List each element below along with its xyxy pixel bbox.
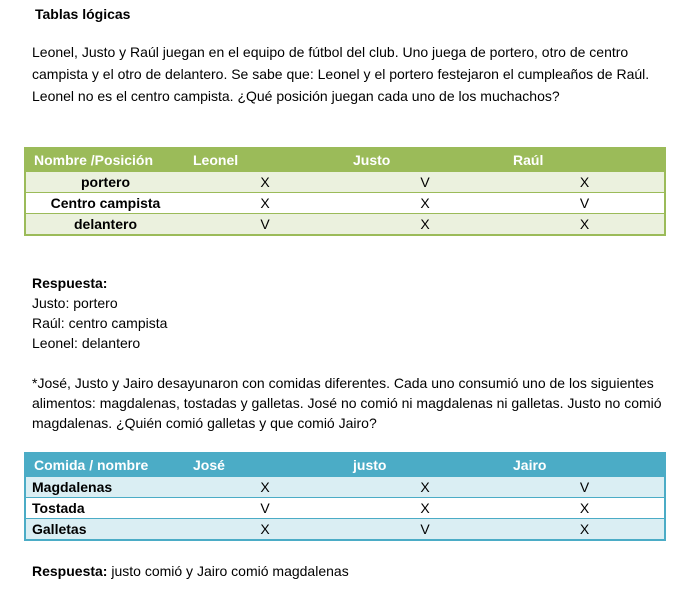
answer-line: Leonel: delantero — [32, 335, 141, 351]
table-cell: X — [185, 477, 345, 498]
answer-2 — [32, 561, 349, 581]
table-cell: X — [505, 519, 665, 541]
table-cell: V — [185, 498, 345, 519]
problem-1-text: Leonel, Justo y Raúl juegan en el equipo de fútbol del club. Uno juega de portero, otro de centro campista y el otro de delantero. Se sabe que: Leonel y el portero festejaron el cumpleaños de Raúl. Leonel no es el centro campista. ¿Qué posición juegan cada uno de los muchachos? — [32, 44, 650, 104]
table-cell: X — [505, 498, 665, 519]
table-cell: X — [505, 172, 665, 193]
row-label: Galletas — [25, 519, 185, 541]
table-cell: X — [345, 498, 505, 519]
header-cell: Justo — [345, 148, 505, 172]
problem-2-text: *José, Justo y Jairo desayunaron con comidas diferentes. Cada uno consumió uno de los siguientes alimentos: magdalenas, tostadas y galletas. José no comió ni magdalenas ni galletas. Justo no comió magdalenas. ¿Quién comió galletas y que comió Jairo? — [32, 375, 662, 431]
table-cell: X — [345, 214, 505, 236]
table-row — [25, 214, 665, 236]
table-cell: V — [345, 519, 505, 541]
header-cell: Raúl — [505, 148, 665, 172]
answer-1 — [32, 273, 167, 353]
header-cell: Nombre /Posición — [25, 148, 185, 172]
table-cell: X — [185, 519, 345, 541]
answer-line: Justo: portero — [32, 295, 118, 311]
row-label: portero — [25, 172, 185, 193]
table-cell: X — [185, 193, 345, 214]
row-label: Centro campista — [25, 193, 185, 214]
logic-table-foods — [24, 452, 666, 541]
table-row — [25, 498, 665, 519]
table-cell: V — [185, 214, 345, 236]
header-cell: Jairo — [505, 453, 665, 477]
answer-text: justo comió y Jairo comió magdalenas — [107, 563, 349, 579]
row-label: Tostada — [25, 498, 185, 519]
answer-label: Respuesta: — [32, 275, 108, 291]
table-cell: V — [505, 477, 665, 498]
table-row — [25, 193, 665, 214]
table-cell: V — [345, 172, 505, 193]
table-cell: X — [345, 193, 505, 214]
header-cell: José — [185, 453, 345, 477]
table-cell: X — [345, 477, 505, 498]
answer-line: Raúl: centro campista — [32, 315, 168, 331]
header-cell: justo — [345, 453, 505, 477]
table-row — [25, 519, 665, 541]
page-title: Tablas lógicas — [35, 6, 131, 22]
answer-label: Respuesta: — [32, 563, 108, 579]
table-row — [25, 477, 665, 498]
header-cell: Comida / nombre — [25, 453, 185, 477]
table-header-row — [25, 453, 665, 477]
table-cell: V — [505, 193, 665, 214]
table-header-row — [25, 148, 665, 172]
logic-table-positions — [24, 147, 666, 236]
header-cell: Leonel — [185, 148, 345, 172]
table-row — [25, 172, 665, 193]
table-cell: X — [505, 214, 665, 236]
table-cell: X — [185, 172, 345, 193]
row-label: Magdalenas — [25, 477, 185, 498]
row-label: delantero — [25, 214, 185, 236]
